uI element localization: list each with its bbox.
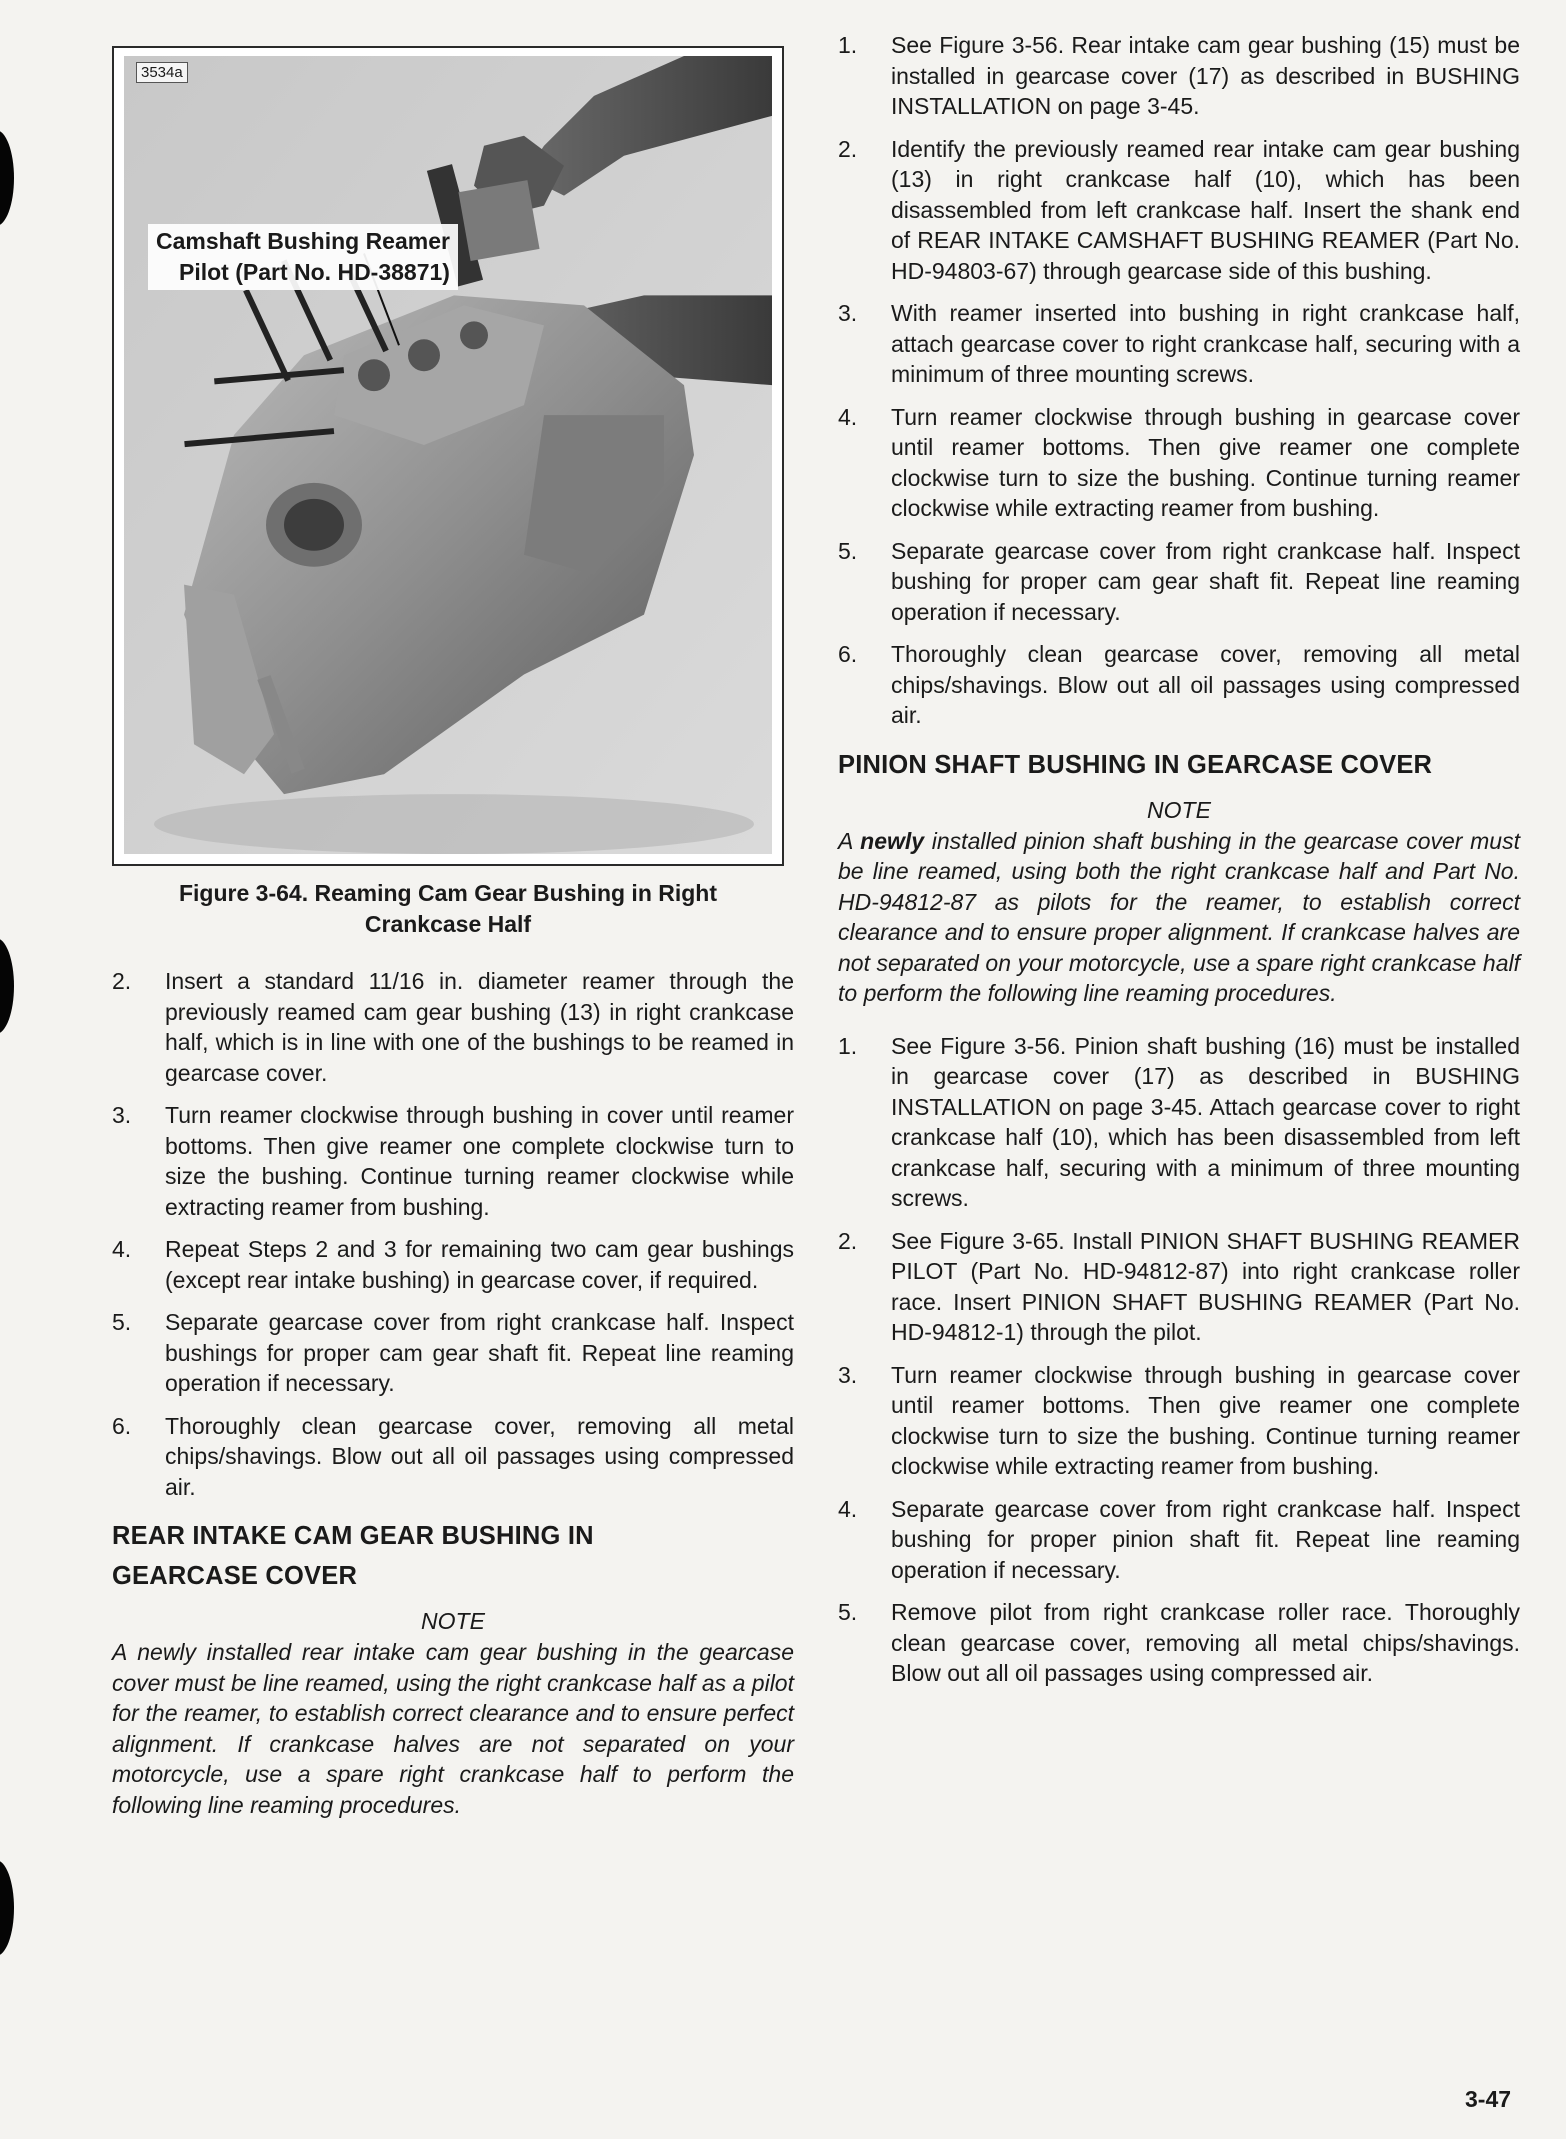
step-text: Thoroughly clean gearcase cover, removing all metal chips/shavings. Blow out all oil passages using compressed air.: [165, 1412, 794, 1500]
rear-intake-step-list: [838, 30, 1520, 731]
step-number: 5.: [838, 1599, 858, 1625]
left-column: [112, 46, 794, 1842]
step-text: Turn reamer clockwise through bushing in gearcase cover until reamer bottoms. Then give reamer one complete clockwise turn to size the bushing. Continue turning reamer clockwise while extracting reamer from bushing.: [891, 403, 1520, 521]
list-item: [112, 1100, 794, 1222]
pinion-step-list: [838, 1031, 1520, 1689]
step-text: Thoroughly clean gearcase cover, removing all metal chips/shavings. Blow out all oil passages using compressed air.: [891, 641, 1520, 728]
rear-intake-heading: [112, 1516, 794, 1596]
step-number: 6.: [838, 641, 858, 667]
list-item: [112, 1234, 794, 1295]
step-text: Separate gearcase cover from right crankcase half. Inspect bushing for proper pinion shaft fit. Repeat line reaming operation if necessary.: [891, 1495, 1520, 1583]
caption-line-2: Crankcase Half: [364, 911, 532, 937]
list-item: [838, 1494, 1520, 1586]
note-text: A newly installed rear intake cam gear bushing in the gearcase cover must be line reamed, using the right crankcase half as a pilot for the reamer, to establish correct clearance and to ensure perfect alignment. If crankcase halves are not separated on your motorcycle, use a spare right crankcase half to perform the following line reaming procedures.: [112, 1639, 794, 1818]
note-label: NOTE: [421, 1608, 485, 1634]
step-text: Remove pilot from right crankcase roller race. Thoroughly clean gearcase cover, removing all metal chips/shavings. Blow out all oil passages using compressed air.: [891, 1599, 1520, 1686]
note-label: NOTE: [1147, 796, 1211, 823]
list-item: [838, 639, 1520, 731]
left-step-list: [112, 966, 794, 1502]
step-text: Separate gearcase cover from right crankcase half. Inspect bushing for proper cam gear shaft fit. Repeat line reaming operation if necessary.: [891, 537, 1520, 625]
step-text: Separate gearcase cover from right crankcase half. Inspect bushings for proper cam gear shaft fit. Repeat line reaming operation if necessary.: [165, 1309, 794, 1396]
step-text: Insert a standard 11/16 in. diameter reamer through the previously reamed cam gear bushing (13) in right crankcase half, which is in line with one of the bushings to be reamed in gearcase cover.: [165, 968, 794, 1086]
list-item: [112, 966, 794, 1088]
heading-line-1: REAR INTAKE CAM GEAR BUSHING IN: [112, 1522, 594, 1550]
step-number: 4.: [838, 403, 858, 430]
note-text: [838, 826, 1520, 1009]
right-column: [838, 30, 1520, 1701]
step-text: See Figure 3-56. Pinion shaft bushing (16) must be installed in gearcase cover (17) as described in BUSHING INSTALLATION on page 3-45. Attach gearcase cover to right crankcase half (10), which has been disassembled from left crankcase half, securing with a minimum of three mounting screws.: [891, 1032, 1520, 1211]
list-item: [838, 30, 1520, 122]
note-prefix: A: [838, 827, 861, 854]
step-text: See Figure 3-56. Rear intake cam gear bushing (15) must be installed in gearcase cover (17) as described in BUSHING INSTALLATION on page 3-45.: [891, 32, 1520, 119]
step-number: 2.: [112, 968, 132, 994]
list-item: [838, 1597, 1520, 1689]
figure-3-64: [112, 46, 784, 866]
step-number: 4.: [838, 1495, 858, 1522]
list-item: [838, 402, 1520, 524]
binder-hole-3: [0, 1860, 14, 1956]
step-number: 2.: [838, 1227, 858, 1254]
heading-line-2: GEARCASE COVER: [112, 1562, 358, 1590]
caption-line-1: Figure 3-64. Reaming Cam Gear Bushing in Right: [178, 880, 718, 906]
figure-id-label: 3534a: [136, 62, 188, 83]
step-number: 3.: [112, 1102, 132, 1128]
figure-callout: [148, 224, 458, 290]
list-item: [112, 1307, 794, 1399]
step-text: See Figure 3-65. Install PINION SHAFT BUSHING REAMER PILOT (Part No. HD-94812-87) into right crankcase roller race. Insert PINION SHAFT BUSHING REAMER (Part No. HD-94812-1) through the pilot.: [891, 1227, 1520, 1345]
figure-caption: [122, 878, 774, 940]
callout-line-2: Pilot (Part No. HD-38871): [179, 259, 450, 285]
note-rest: installed pinion shaft bushing in the gearcase cover must be line reamed, using both the right crankcase half and Part No. HD-94812-87 as pilots for the reamer, to establish correct clearance and to ensure proper alignment. If crankcase halves are not separated on your motorcycle, use a spare right crankcase half to perform the following line reaming procedures.: [838, 827, 1520, 1006]
step-number: 6.: [112, 1412, 132, 1439]
crankcase-reaming-photo: [124, 56, 772, 854]
list-item: [838, 536, 1520, 628]
step-text: With reamer inserted into bushing in right crankcase half, attach gearcase cover to right crankcase half, securing with a minimum of three mounting screws.: [891, 300, 1520, 387]
binder-hole-2: [0, 938, 14, 1034]
pinion-heading: PINION SHAFT BUSHING IN GEARCASE COVER: [838, 750, 1433, 779]
step-number: 3.: [838, 1361, 858, 1388]
list-item: [112, 1411, 794, 1503]
step-number: 3.: [838, 300, 858, 326]
note-emphasis: newly: [860, 827, 925, 854]
step-text: Repeat Steps 2 and 3 for remaining two cam gear bushings (except rear intake bushing) in gearcase cover, if required.: [165, 1236, 794, 1293]
page-number: 3-47: [1465, 2086, 1512, 2112]
step-number: 1.: [838, 32, 858, 58]
list-item: [838, 1031, 1520, 1214]
step-text: Turn reamer clockwise through bushing in cover until reamer bottoms. Then give reamer one complete clockwise turn to size the bushing. Continue turning reamer clockwise while extracting reamer from bushing.: [165, 1102, 794, 1220]
step-number: 5.: [838, 537, 858, 564]
step-text: Identify the previously reamed rear intake cam gear bushing (13) in right crankcase half (10), which has been disassembled from left crankcase half. Insert the shank end of REAR INTAKE CAMSHAFT BUSHING REAMER (Part No. HD-94803-67) through gearcase side of this bushing.: [891, 135, 1520, 284]
list-item: [838, 1226, 1520, 1348]
binder-hole-1: [0, 130, 14, 226]
callout-line-1: Camshaft Bushing Reamer: [156, 228, 450, 254]
step-number: 5.: [112, 1309, 132, 1335]
list-item: [838, 1360, 1520, 1482]
list-item: [838, 298, 1520, 390]
step-number: 4.: [112, 1236, 132, 1262]
list-item: [838, 134, 1520, 287]
step-text: Turn reamer clockwise through bushing in gearcase cover until reamer bottoms. Then give reamer one complete clockwise turn to size the bushing. Continue turning reamer clockwise while extracting reamer from bushing.: [891, 1361, 1520, 1479]
step-number: 1.: [838, 1032, 858, 1059]
step-number: 2.: [838, 135, 858, 162]
